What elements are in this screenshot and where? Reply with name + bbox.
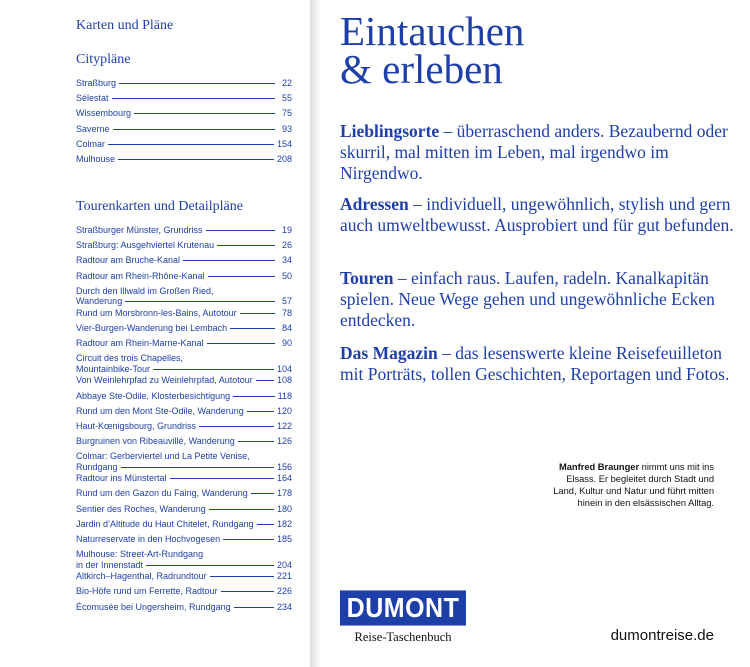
leader-line (112, 98, 275, 99)
item-label: Rund um Morsbronn-les-Bains, Autotour (76, 307, 237, 318)
item-page-number: 108 (276, 375, 292, 386)
map-list-item (76, 473, 292, 488)
tour-maps-list (76, 225, 292, 617)
leader-line (113, 129, 275, 130)
leader-line (217, 245, 275, 246)
item-label: Radtour am Bruche-Kanal (76, 255, 181, 266)
map-list-item (76, 519, 292, 534)
item-label: Abbaye Ste-Odile, Klosterbesichtigung (76, 390, 231, 401)
section-addresses (340, 194, 740, 236)
item-page-number: 75 (281, 108, 292, 119)
leader-line (170, 478, 274, 479)
item-page-number: 118 (277, 390, 292, 401)
page-title (340, 8, 525, 92)
item-page-number: 90 (281, 338, 292, 349)
item-label: Saverne (76, 123, 110, 134)
map-list-item (76, 571, 292, 586)
section-heading: Touren (340, 268, 394, 288)
item-page-number: 182 (276, 518, 292, 529)
item-label: in der Innenstadt (76, 559, 144, 570)
section-text: – einfach raus. Laufen, radeln. Kanalkapitän spielen. Neue Wege gehen und ungewöhnliche Ecken entdecken. (340, 268, 715, 330)
section-text: – das lesenswerte kleine Reisefeuilleton mit Porträts, tollen Geschichten, Reportagen und Fotos. (340, 343, 730, 384)
author-text: nimmt uns mit ins Elsass. Er begleitet durch Stadt und Land, Kultur und Natur und führt mitten hinein in den elsässischen Alltag. (553, 462, 714, 508)
item-label-line-1: Mulhouse: Street-Art-Rundgang (76, 549, 204, 560)
item-page-number: 93 (281, 123, 292, 134)
leader-line (234, 607, 274, 608)
website-url[interactable]: dumontreise.de (610, 627, 714, 644)
map-list-item (76, 451, 292, 473)
map-list-item (76, 323, 292, 338)
item-label: Sélestat (76, 93, 109, 104)
item-page-number: 221 (276, 571, 292, 582)
map-list-item (76, 436, 292, 451)
item-page-number: 126 (276, 436, 292, 447)
item-label: Straßburg (76, 78, 117, 88)
item-page-number: 84 (281, 322, 292, 333)
leader-line (207, 343, 275, 344)
leader-line (153, 369, 274, 370)
item-label: Vier-Burgen-Wanderung bei Lembach (76, 322, 228, 333)
section-text: – überraschend anders. Bezaubernd oder skurril, mal mitten im Leben, mal irgendwo im Nirgendwo. (340, 121, 728, 183)
leader-line (257, 524, 274, 525)
leader-line (134, 113, 275, 114)
author-name: Manfred Braunger (559, 462, 640, 472)
item-page-number: 34 (281, 255, 292, 266)
leader-line (199, 426, 274, 427)
item-label: Mulhouse (76, 153, 116, 164)
item-label: Radtour am Rhein-Marne-Kanal (76, 338, 204, 349)
leader-line (256, 380, 274, 381)
item-label: Rund um den Gazon du Faing, Wanderung (76, 488, 248, 499)
leader-line (118, 159, 274, 160)
item-page-number: 50 (281, 270, 292, 281)
item-label: Wissembourg (76, 108, 132, 119)
item-page-number: 154 (276, 138, 292, 149)
leader-line (108, 144, 274, 145)
map-list-item (76, 255, 292, 270)
leader-line (251, 493, 274, 494)
leader-line (238, 441, 274, 442)
leader-line (210, 576, 274, 577)
section-heading: Das Magazin (340, 343, 438, 363)
leader-line (206, 230, 275, 231)
map-list-item (76, 549, 292, 571)
item-label: Radtour am Rhein-Rhône-Kanal (76, 270, 205, 281)
maps-heading: Karten und Pläne (76, 18, 174, 33)
item-page-number: 234 (276, 601, 292, 612)
map-list-item (76, 271, 292, 286)
leader-line (247, 411, 274, 412)
item-page-number: 55 (281, 93, 292, 104)
map-list-item (76, 93, 292, 108)
item-label: Straßburger Münster, Grundriss (76, 225, 203, 235)
item-page-number: 19 (281, 225, 292, 235)
dumont-logo: DUMONT (340, 590, 466, 625)
leader-line (146, 565, 274, 566)
item-page-number: 78 (281, 307, 292, 318)
item-label: Rundgang (76, 461, 118, 472)
item-label: Straßburg: Ausgehviertel Krutenau (76, 240, 215, 251)
leader-line (209, 509, 274, 510)
map-list-item (76, 421, 292, 436)
map-index-page (60, 0, 308, 667)
item-label: Sentier des Roches, Wanderung (76, 503, 206, 514)
item-page-number: 26 (281, 240, 292, 251)
item-label: Radtour ins Münstertal (76, 473, 167, 484)
item-label: Von Weinlehrpfad zu Weinlehrpfad, Autotour (76, 375, 253, 386)
section-heading: Adressen (340, 194, 409, 214)
item-label: Naturreservate in den Hochvogesen (76, 534, 221, 544)
map-list-item (76, 353, 292, 375)
item-label: Bio-Höfe rund um Ferrette, Radtour (76, 586, 218, 597)
item-page-number: 104 (276, 363, 292, 374)
map-list-item (76, 139, 292, 154)
item-page-number: 22 (281, 78, 292, 88)
item-page-number: 185 (276, 534, 292, 544)
item-page-number: 120 (276, 405, 292, 416)
leader-line (223, 539, 274, 540)
section-heading: Lieblingsorte (340, 121, 440, 141)
map-list-item (76, 602, 292, 617)
map-list-item (76, 308, 292, 323)
logo-subtitle: Reise-Taschenbuch (354, 630, 452, 644)
item-label: Burgruinen von Ribeauvillé, Wanderung (76, 436, 235, 447)
section-magazine (340, 343, 740, 385)
map-list-item (76, 124, 292, 139)
author-blurb (544, 461, 714, 509)
map-list-item (76, 225, 292, 240)
item-label-line-1: Circuit des trois Chapelles, (76, 353, 184, 364)
map-list-item (76, 286, 292, 308)
leader-line (233, 396, 275, 397)
item-page-number: 226 (276, 586, 292, 597)
map-list-item (76, 504, 292, 519)
map-list-item (76, 78, 292, 93)
section-favourite-places (340, 121, 740, 184)
leader-line (230, 328, 275, 329)
item-label: Wanderung (76, 296, 123, 307)
section-text: – individuell, ungewöhnlich, stylish und gern auch umweltbewusst. Ausprobiert und für gut befunden. (340, 194, 734, 235)
item-page-number: 122 (276, 420, 292, 431)
item-label: Haut-Kœnigsbourg, Grundriss (76, 420, 197, 431)
leader-line (121, 467, 274, 468)
item-label: Rund um den Mont Ste-Odile, Wanderung (76, 405, 244, 416)
item-page-number: 208 (276, 153, 292, 164)
item-page-number: 57 (281, 296, 292, 307)
leader-line (183, 260, 275, 261)
item-label-line-1: Colmar: Gerberviertel und La Petite Venise, (76, 451, 250, 462)
map-list-item (76, 586, 292, 601)
title-line-1: Eintauchen (340, 8, 525, 54)
city-maps-heading: Citypläne (76, 52, 131, 67)
item-page-number: 180 (276, 503, 292, 514)
map-list-item (76, 240, 292, 255)
map-list-item (76, 108, 292, 123)
item-label: Colmar (76, 138, 106, 149)
leader-line (125, 301, 275, 302)
item-page-number: 164 (276, 473, 292, 484)
item-label: Altkirch–Hagenthal, Radrundtour (76, 571, 207, 582)
map-list-item (76, 154, 292, 169)
item-page-number: 178 (276, 488, 292, 499)
item-label: Jardin d’Altitude du Haut Chitelet, Rundgang (76, 518, 254, 529)
tour-maps-heading: Tourenkarten und Detailpläne (76, 199, 243, 214)
item-page-number: 204 (276, 559, 292, 570)
map-list-item (76, 338, 292, 353)
map-list-item (76, 375, 292, 390)
item-label: Écomusée bei Ungersheim, Rundgang (76, 601, 231, 612)
map-list-item (76, 534, 292, 549)
leader-line (240, 313, 275, 314)
item-label: Mountainbike-Tour (76, 363, 151, 374)
section-tours (340, 268, 740, 331)
map-list-item (76, 391, 292, 406)
title-line-2: & erleben (340, 46, 503, 92)
item-label-line-1: Durch den Illwald im Großen Ried, (76, 285, 214, 296)
city-maps-list (76, 78, 292, 169)
leader-line (119, 83, 275, 84)
leader-line (208, 276, 275, 277)
intro-page (320, 0, 750, 667)
map-list-item (76, 488, 292, 503)
item-page-number: 156 (276, 461, 292, 472)
map-list-item (76, 406, 292, 421)
leader-line (221, 591, 274, 592)
